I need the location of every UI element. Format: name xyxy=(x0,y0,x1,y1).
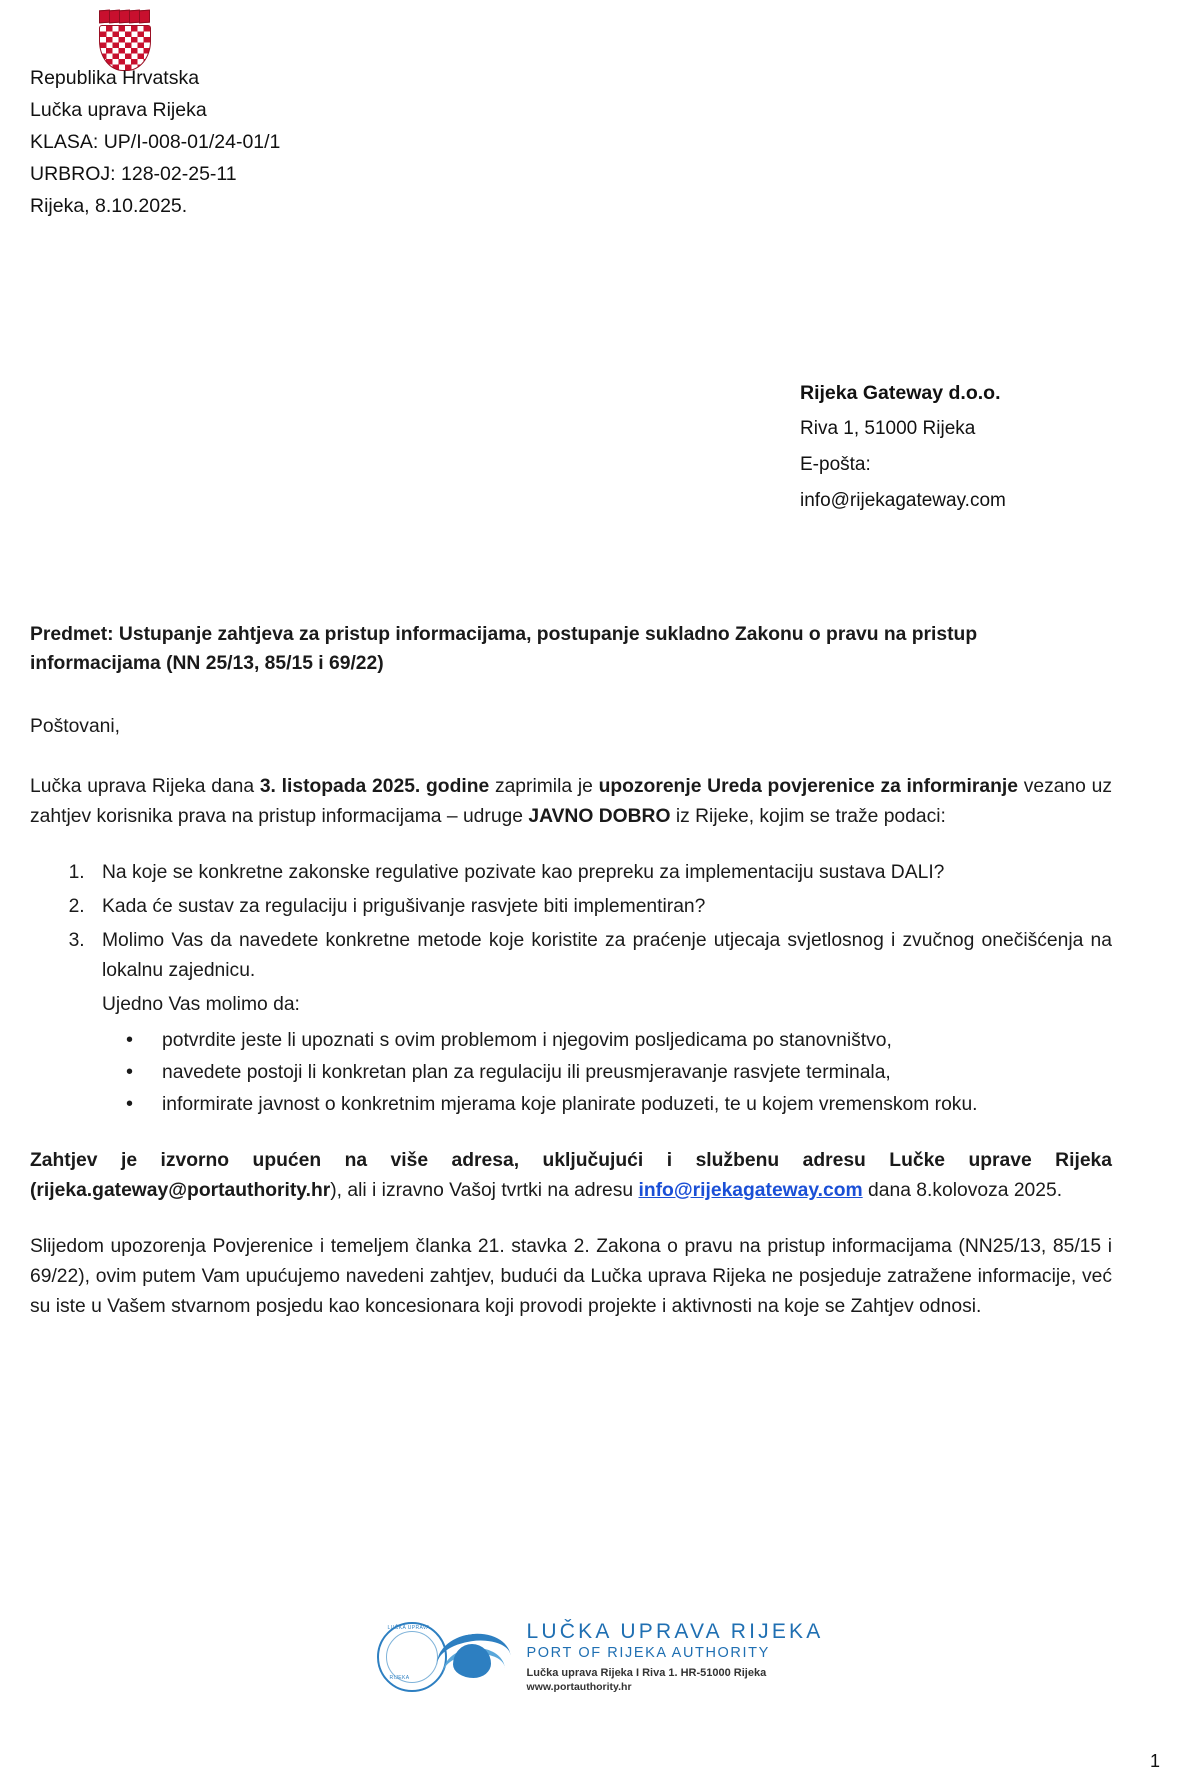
wave-swoosh-icon xyxy=(437,1628,511,1684)
sub-request-intro: Ujedno Vas molimo da: xyxy=(102,994,300,1015)
recipient-email-label: E-pošta: xyxy=(800,454,871,475)
list-item: 1. Na koje se konkretne zakonske regulative pozivate kao prepreku za implementaciju sustava DALI? xyxy=(90,858,1112,888)
letterhead xyxy=(30,62,280,222)
list-item: • informirate javnost o konkretnim mjerama koje planirate poduzeti, te u kojem vremenskom roku. xyxy=(148,1090,1112,1120)
address-part-1: Zahtjev je izvorno upućen na više adresa, uključujući i službenu adresu Lučke uprave Rijeka ( xyxy=(30,1150,1112,1201)
intro-part-1: Lučka uprava Rijeka dana xyxy=(30,776,260,797)
intro-part-2: zaprimila je xyxy=(489,776,599,797)
letterhead-klasa: KLASA: UP/I-008-01/24-01/1 xyxy=(30,131,281,153)
footer-website: www.portauthority.hr xyxy=(526,1681,632,1693)
crest-crown xyxy=(99,8,149,22)
list-item: • navedete postoji li konkretan plan za regulaciju ili preusmjeravanje rasvjete terminala, xyxy=(148,1058,1112,1088)
intro-date: 3. listopada 2025. godine xyxy=(259,776,490,797)
subject-label: Predmet: xyxy=(30,624,114,645)
letterhead-authority: Lučka uprava Rijeka xyxy=(30,99,207,121)
intro-warning: upozorenje Ureda povjerenice za informiranje xyxy=(598,776,1018,797)
company-email-link[interactable]: info@rijekagateway.com xyxy=(638,1180,863,1201)
official-email: rijeka.gateway@portauthority.hr xyxy=(36,1180,331,1201)
footer-logo-block xyxy=(0,1620,1200,1695)
footer-title-en: PORT OF RIJEKA AUTHORITY xyxy=(526,1645,770,1661)
address-paragraph xyxy=(30,1146,1112,1206)
seal-bottom-text: RIJEKA xyxy=(389,1675,410,1681)
address-part-2: ), ali i izravno Vašoj tvrtki na adresu xyxy=(330,1180,639,1201)
subject-text: Ustupanje zahtjeva za pristup informacijama, postupanje sukladno Zakonu o pravu na pristup informacijama (NN 25/13, 85/15 i 69/22) xyxy=(30,624,978,674)
letterhead-place-date: Rijeka, 8.10.2025. xyxy=(30,195,188,217)
footer-address: Lučka uprava Rijeka I Riva 1. HR-51000 Rijeka xyxy=(526,1667,767,1679)
page-number: 1 xyxy=(1149,1751,1160,1771)
address-part-3: dana 8.kolovoza 2025. xyxy=(862,1180,1063,1201)
salutation: Poštovani, xyxy=(30,716,121,737)
subject-line xyxy=(30,620,1112,678)
recipient-email: info@rijekagateway.com xyxy=(800,490,1006,511)
letterhead-country: Republika Hrvatska xyxy=(30,67,200,89)
numbered-question-list xyxy=(30,858,1112,986)
list-item: 2. Kada će sustav za regulaciju i prigušivanje rasvjete biti implementiran? xyxy=(90,892,1112,922)
letterhead-urbroj: URBROJ: 128-02-25-11 xyxy=(30,163,237,185)
list-item: • potvrdite jeste li upoznati s ovim problemom i njegovim posljedicama po stanovništvo, xyxy=(148,1026,1112,1056)
list-item: 3. Molimo Vas da navedete konkretne metode koje koristite za praćenje utjecaja svjetlosnog i zvučnog onečišćenja na lokalnu zajednicu. xyxy=(90,926,1112,986)
closing-paragraph: Slijedom upozorenja Povjerenice i temeljem članka 21. stavka 2. Zakona o pravu na pristup informacijama (NN25/13, 85/15 i 69/22), ovim putem Vam upućujemo navedeni zahtjev, budući da Lučka uprava Rijeka ne posjeduje zatražene informacije, već su iste u Vašem stvarnom posjedu kao koncesionara koji provodi projekte i aktivnosti na koje se Zahtjev odnosi. xyxy=(30,1236,1112,1317)
intro-association: JAVNO DOBRO xyxy=(528,806,671,827)
recipient-block xyxy=(800,375,1130,519)
seal-top-text: LUČKA UPRAVA xyxy=(387,1625,430,1631)
bulleted-request-list xyxy=(30,1026,1112,1120)
seal-text xyxy=(377,1620,443,1686)
recipient-address: Riva 1, 51000 Rijeka xyxy=(800,418,976,439)
intro-part-4: iz Rijeke, kojim se traže podaci: xyxy=(670,806,946,827)
intro-paragraph xyxy=(30,772,1112,832)
letter-body xyxy=(30,620,1112,1344)
footer-title-hr: LUČKA UPRAVA RIJEKA xyxy=(526,1620,824,1643)
croatian-coat-of-arms-icon xyxy=(95,8,153,70)
recipient-name: Rijeka Gateway d.o.o. xyxy=(800,382,1001,404)
intro-part-3: vezano uz zahtjev korisnika prava na pristup informacijama – udruge xyxy=(30,776,1112,827)
